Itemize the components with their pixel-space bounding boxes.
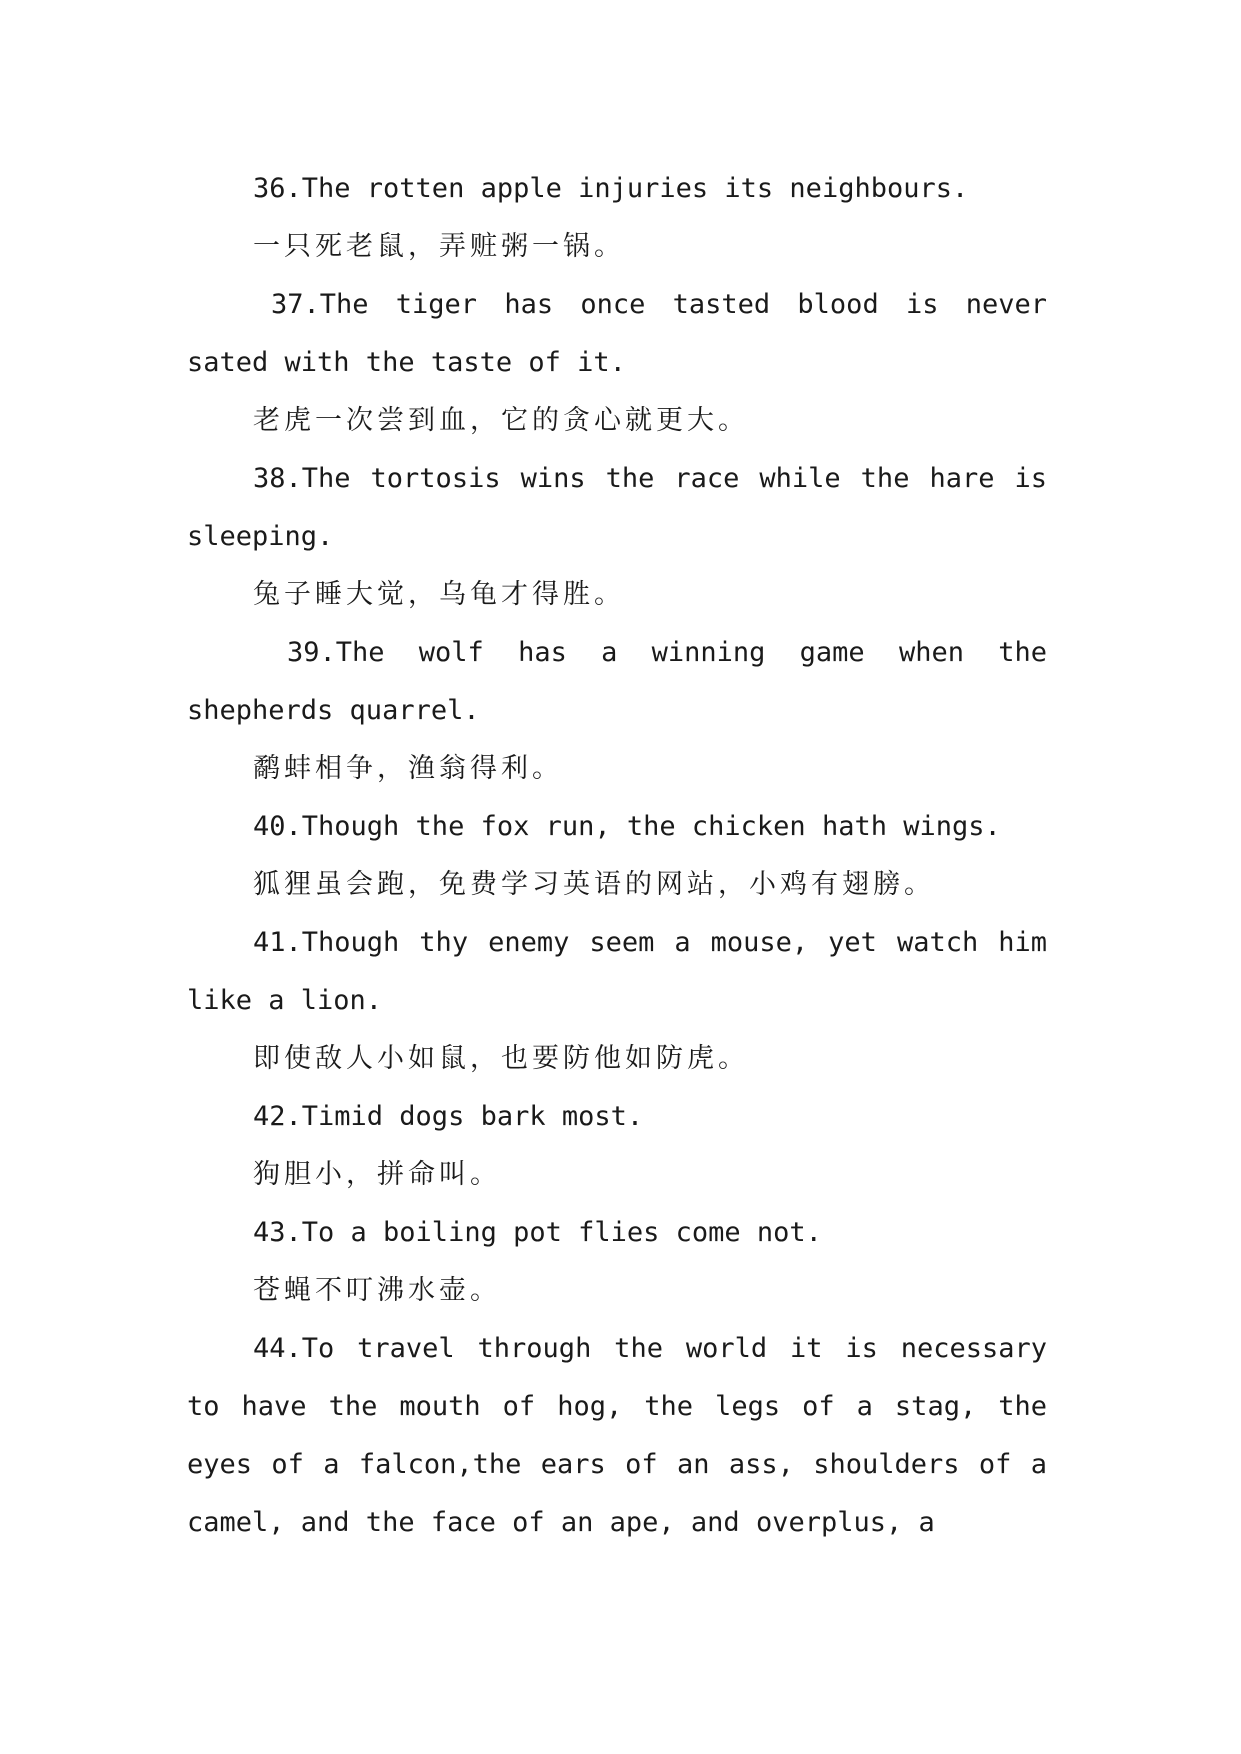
proverb-37-english: 37.The tiger has once tasted blood is never sated with the taste of it. — [187, 289, 1047, 378]
proverb-43-chinese: 苍蝇不叮沸水壶。 — [253, 1275, 501, 1306]
proverb-37-chinese: 老虎一次尝到血，它的贪心就更大。 — [253, 405, 749, 436]
proverb-36-english: 36.The rotten apple injuries its neighbours. — [253, 173, 969, 204]
proverb-41-english: 41.Though thy enemy seem a mouse, yet watch him like a lion. — [187, 927, 1047, 1016]
proverb-38-chinese: 兔子睡大觉，乌龟才得胜。 — [253, 579, 625, 610]
proverb-42-english: 42.Timid dogs bark most. — [253, 1101, 644, 1132]
proverb-44-english: 44.To travel through the world it is necessary to have the mouth of hog, the legs of a stag, the eyes of a falcon,the ears of an ass, shoulders of a camel, and the face of an ape, and overplus, a — [187, 1333, 1047, 1538]
proverb-43-english: 43.To a boiling pot flies come not. — [253, 1217, 822, 1248]
proverb-40-english: 40.Though the fox run, the chicken hath wings. — [253, 811, 1001, 842]
proverb-42-chinese: 狗胆小，拼命叫。 — [253, 1159, 501, 1190]
document-body — [187, 160, 1047, 1552]
proverb-40-chinese: 狐狸虽会跑，免费学习英语的网站，小鸡有翅膀。 — [253, 869, 935, 900]
proverb-41-chinese: 即使敌人小如鼠，也要防他如防虎。 — [253, 1043, 749, 1074]
proverb-36-chinese: 一只死老鼠，弄赃粥一锅。 — [253, 231, 625, 262]
proverb-39-chinese: 鹬蚌相争，渔翁得利。 — [253, 753, 563, 784]
proverb-38-english: 38.The tortosis wins the race while the hare is sleeping. — [187, 463, 1047, 552]
proverb-39-english: 39.The wolf has a winning game when the shepherds quarrel. — [187, 637, 1047, 726]
